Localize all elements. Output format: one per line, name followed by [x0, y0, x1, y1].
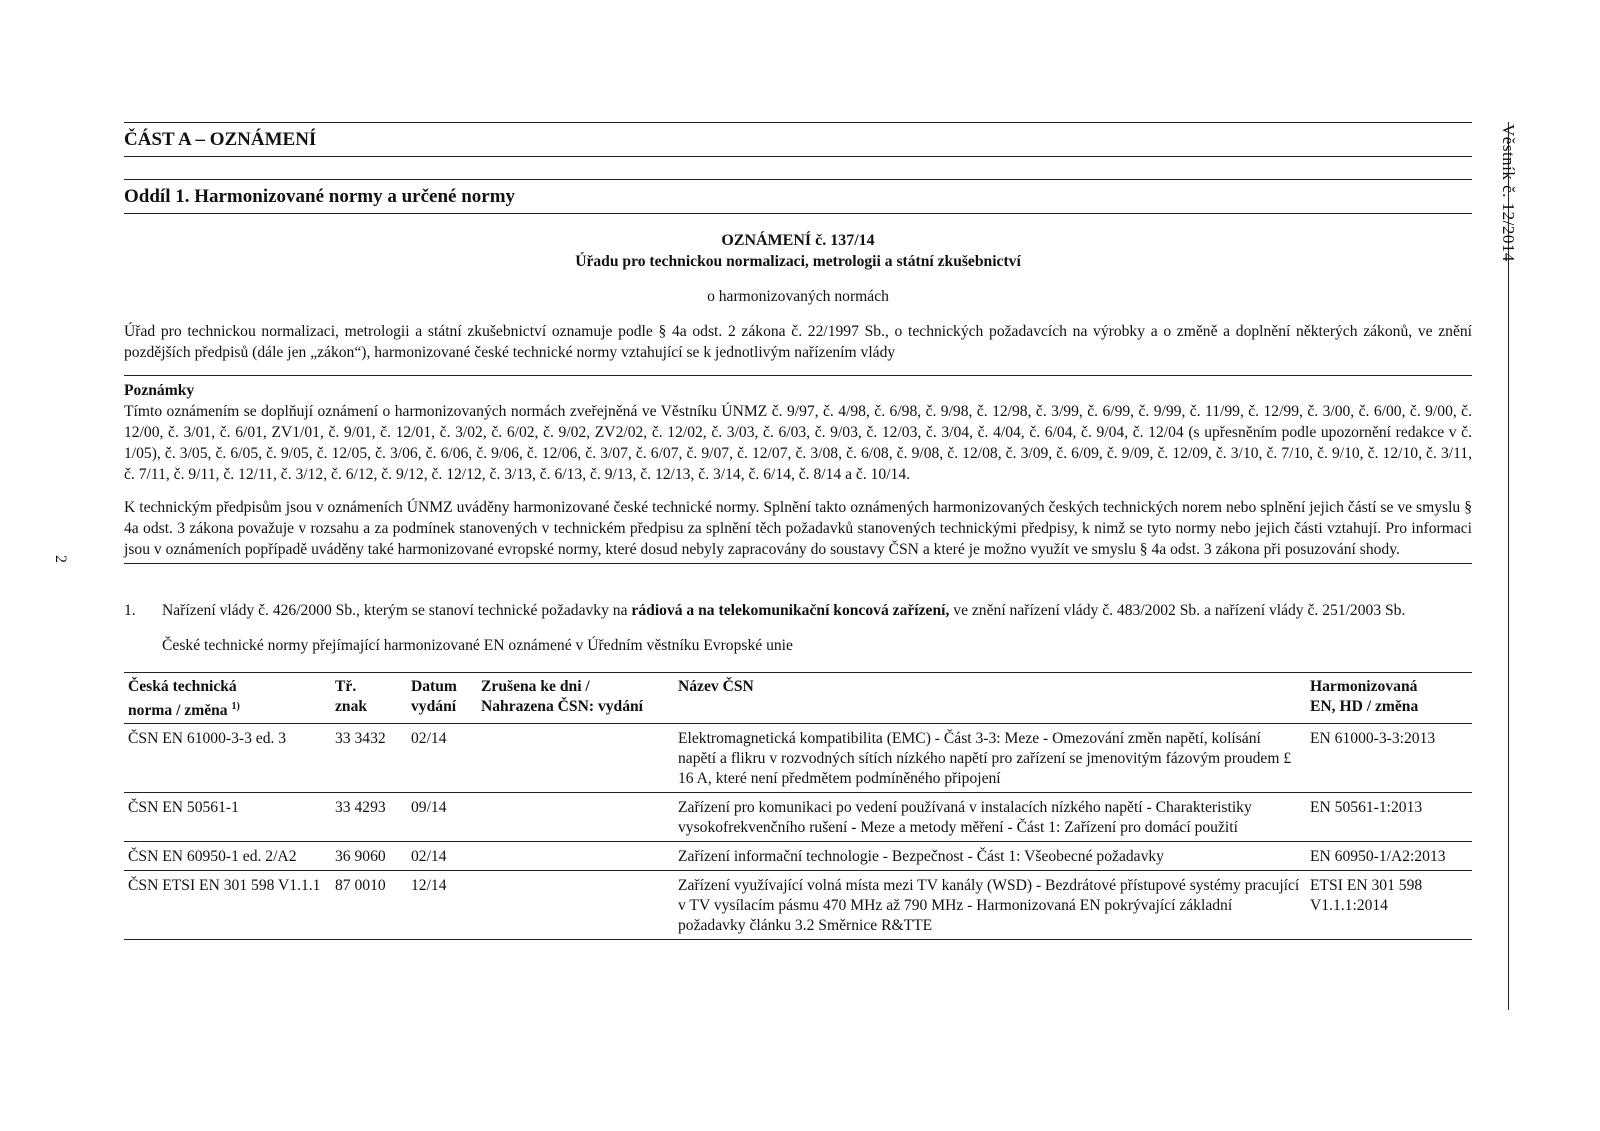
- notes-paragraph-1: Tímto oznámením se doplňují oznámení o harmonizovaných normách zveřejněná ve Věstníku ÚNMZ č. 9/97, č. 4/98, č. 6/98, č. 9/98, č. 12/98, č. 3/99, č. 6/99, č. 9/99, č. 11/99, č. 12/99, č. 3/00, č. 6/00, č. 9/00, č. 12/00, č. 3/01, č. 6/01, ZV1/01, č. 9/01, č. 12/01, č. 3/02, č. 6/02, č. 9/02, ZV2/02, č. 12/02, č. 3/03, č. 6/03, č. 9/03, č. 12/03, č. 3/04, č. 4/04, č. 6/04, č. 9/04, č. 12/04 (s upřesněním podle upozornění redakce v č. 1/05), č. 3/05, č. 6/05, č. 9/05, č. 12/05, č. 3/06, č. 6/06, č. 9/06, č. 12/06, č. 3/07, č. 6/07, č. 9/07, č. 12/07, č. 3/08, č. 6/08, č. 9/08, č. 12/08, č. 3/09, č. 6/09, č. 9/09, č. 12/09, č. 3/10, č. 7/10, č. 9/10, č. 12/10, č. 3/11, č. 7/11, č. 9/11, č. 12/11, č. 3/12, č. 6/12, č. 9/12, č. 12/12, č. 3/13, č. 6/13, č. 9/13, č. 12/13, č. 3/14, č. 6/14, č. 8/14 a č. 10/14.: [124, 403, 1472, 483]
- page-number: 2: [52, 555, 69, 563]
- notes-heading: Poznámky: [124, 382, 195, 399]
- norms-table: [124, 672, 1472, 940]
- table-subtitle: České technické normy přejímající harmonizované EN oznámené v Úředním věstníku Evropské unie: [162, 637, 793, 654]
- regulation-item-number: 1.: [124, 602, 136, 619]
- cell-date: 02/14: [411, 848, 447, 866]
- cell-title: Zařízení informační technologie - Bezpečnost - Část 1: Všeobecné požadavky: [678, 848, 1164, 866]
- cell-title: Elektromagnetická kompatibilita (EMC) - Část 3-3: Meze - Omezování změn napětí, kolísání napětí a flikru v rozvodných sítích nízkého napětí pro zařízení se jmenovitým fázovým proudem £ 16 A, které není předmětem podmíněného připojení: [678, 730, 1292, 788]
- notes-paragraph-2: K technickým předpisům jsou v oznámeních ÚNMZ uváděny harmonizované české technické normy. Splnění takto oznámených harmonizovaných českých technických norem nebo splnění jejich částí se ve smyslu § 4a odst. 3 zákona považuje v rozsahu a za podmínek stanovených v technickém předpisu za splnění těch požadavků stanovených technickými předpisy, k nimž se tyto normy nebo jejich části vztahují. Pro informaci jsou v oznámeních popřípadě uváděny také harmonizované evropské normy, které dosud nebyly zapracovány do soustavy ČSN a které je možno využít ve smyslu § 4a odst. 3 zákona při posuzování shody.: [124, 499, 1472, 558]
- cell-title: Zařízení využívající volná místa mezi TV kanály (WSD) - Bezdrátové přístupové systémy pracující v TV vysílacím pásmu 470 MHz až 790 MHz - Harmonizovaná EN pokrývající základní požadavky článku 3.2 Směrnice R&TTE: [678, 877, 1300, 935]
- table-row: [124, 871, 1472, 940]
- col-header-norm: Česká technická norma / změna $^{1)}$: [128, 678, 240, 720]
- cell-norm: ČSN EN 61000-3-3 ed. 3: [128, 730, 287, 748]
- journal-issue-label: Věstník č. 12/2014: [1499, 124, 1518, 262]
- notice-subject: o harmonizovaných normách: [707, 288, 889, 305]
- col-header-class: Tř. znak: [335, 678, 368, 715]
- cell-class: 87 0010: [335, 877, 386, 895]
- cell-norm: ČSN EN 60950-1 ed. 2/A2: [128, 848, 297, 866]
- cell-cancelled: [477, 793, 674, 842]
- regulation-text-bold: rádiová a na telekomunikační koncová zařízení,: [631, 602, 950, 619]
- section-title: Oddíl 1. Harmonizované normy a určené normy: [124, 186, 516, 207]
- part-title: ČÁST A – OZNÁMENÍ: [124, 129, 317, 150]
- regulation-text-end: ve znění nařízení vlády č. 483/2002 Sb. a nařízení vlády č. 251/2003 Sb.: [949, 602, 1406, 619]
- table-header-row: [124, 673, 1472, 724]
- cell-class: 36 9060: [335, 848, 386, 866]
- cell-date: 12/14: [411, 877, 447, 895]
- cell-en: EN 60950-1/A2:2013: [1310, 848, 1446, 866]
- notice-issuer: Úřadu pro technickou normalizaci, metrologii a státní zkušebnictví: [575, 253, 1021, 270]
- cell-cancelled: [477, 871, 674, 940]
- col-header-en: Harmonizovaná EN, HD / změna: [1310, 678, 1419, 715]
- regulation-item: [124, 600, 1472, 621]
- cell-date: 09/14: [411, 799, 447, 817]
- cell-class: 33 3432: [335, 730, 386, 748]
- regulation-text-start: Nařízení vlády č. 426/2000 Sb., kterým se stanoví technické požadavky na: [162, 602, 632, 619]
- cell-en: EN 61000-3-3:2013: [1310, 730, 1436, 748]
- table-row: [124, 793, 1472, 842]
- table-row: [124, 842, 1472, 871]
- col-header-date: Datum vydání: [411, 678, 457, 715]
- cell-date: 02/14: [411, 730, 447, 748]
- document-page: [124, 122, 1472, 940]
- col-header-cancelled: Zrušena ke dni / Nahrazena ČSN: vydání: [481, 678, 644, 715]
- cell-title: Zařízení pro komunikaci po vedení používaná v instalacích nízkého napětí - Charakteristiky vysokofrekvenčního rušení - Meze a metody měření - Část 1: Zařízení pro domácí použití: [678, 799, 1252, 837]
- notice-number: OZNÁMENÍ č. 137/14: [721, 232, 875, 249]
- cell-en: EN 50561-1:2013: [1310, 799, 1423, 817]
- cell-cancelled: [477, 842, 674, 871]
- cell-norm: ČSN EN 50561-1: [128, 799, 239, 817]
- notice-intro: Úřad pro technickou normalizaci, metrologii a státní zkušebnictví oznamuje podle § 4a odst. 2 zákona č. 22/1997 Sb., o technických požadavcích na výrobky a o změně a doplnění některých zákonů, ve znění pozdějších předpisů (dále jen „zákon“), harmonizované české technické normy vztahující se k jednotlivým nařízením vlády: [124, 323, 1472, 361]
- col-header-title: Název ČSN: [678, 678, 754, 695]
- cell-en: ETSI EN 301 598 V1.1.1:2014: [1310, 877, 1423, 915]
- cell-norm: ČSN ETSI EN 301 598 V1.1.1: [128, 877, 321, 895]
- table-row: [124, 724, 1472, 793]
- cell-class: 33 4293: [335, 799, 386, 817]
- cell-cancelled: [477, 724, 674, 793]
